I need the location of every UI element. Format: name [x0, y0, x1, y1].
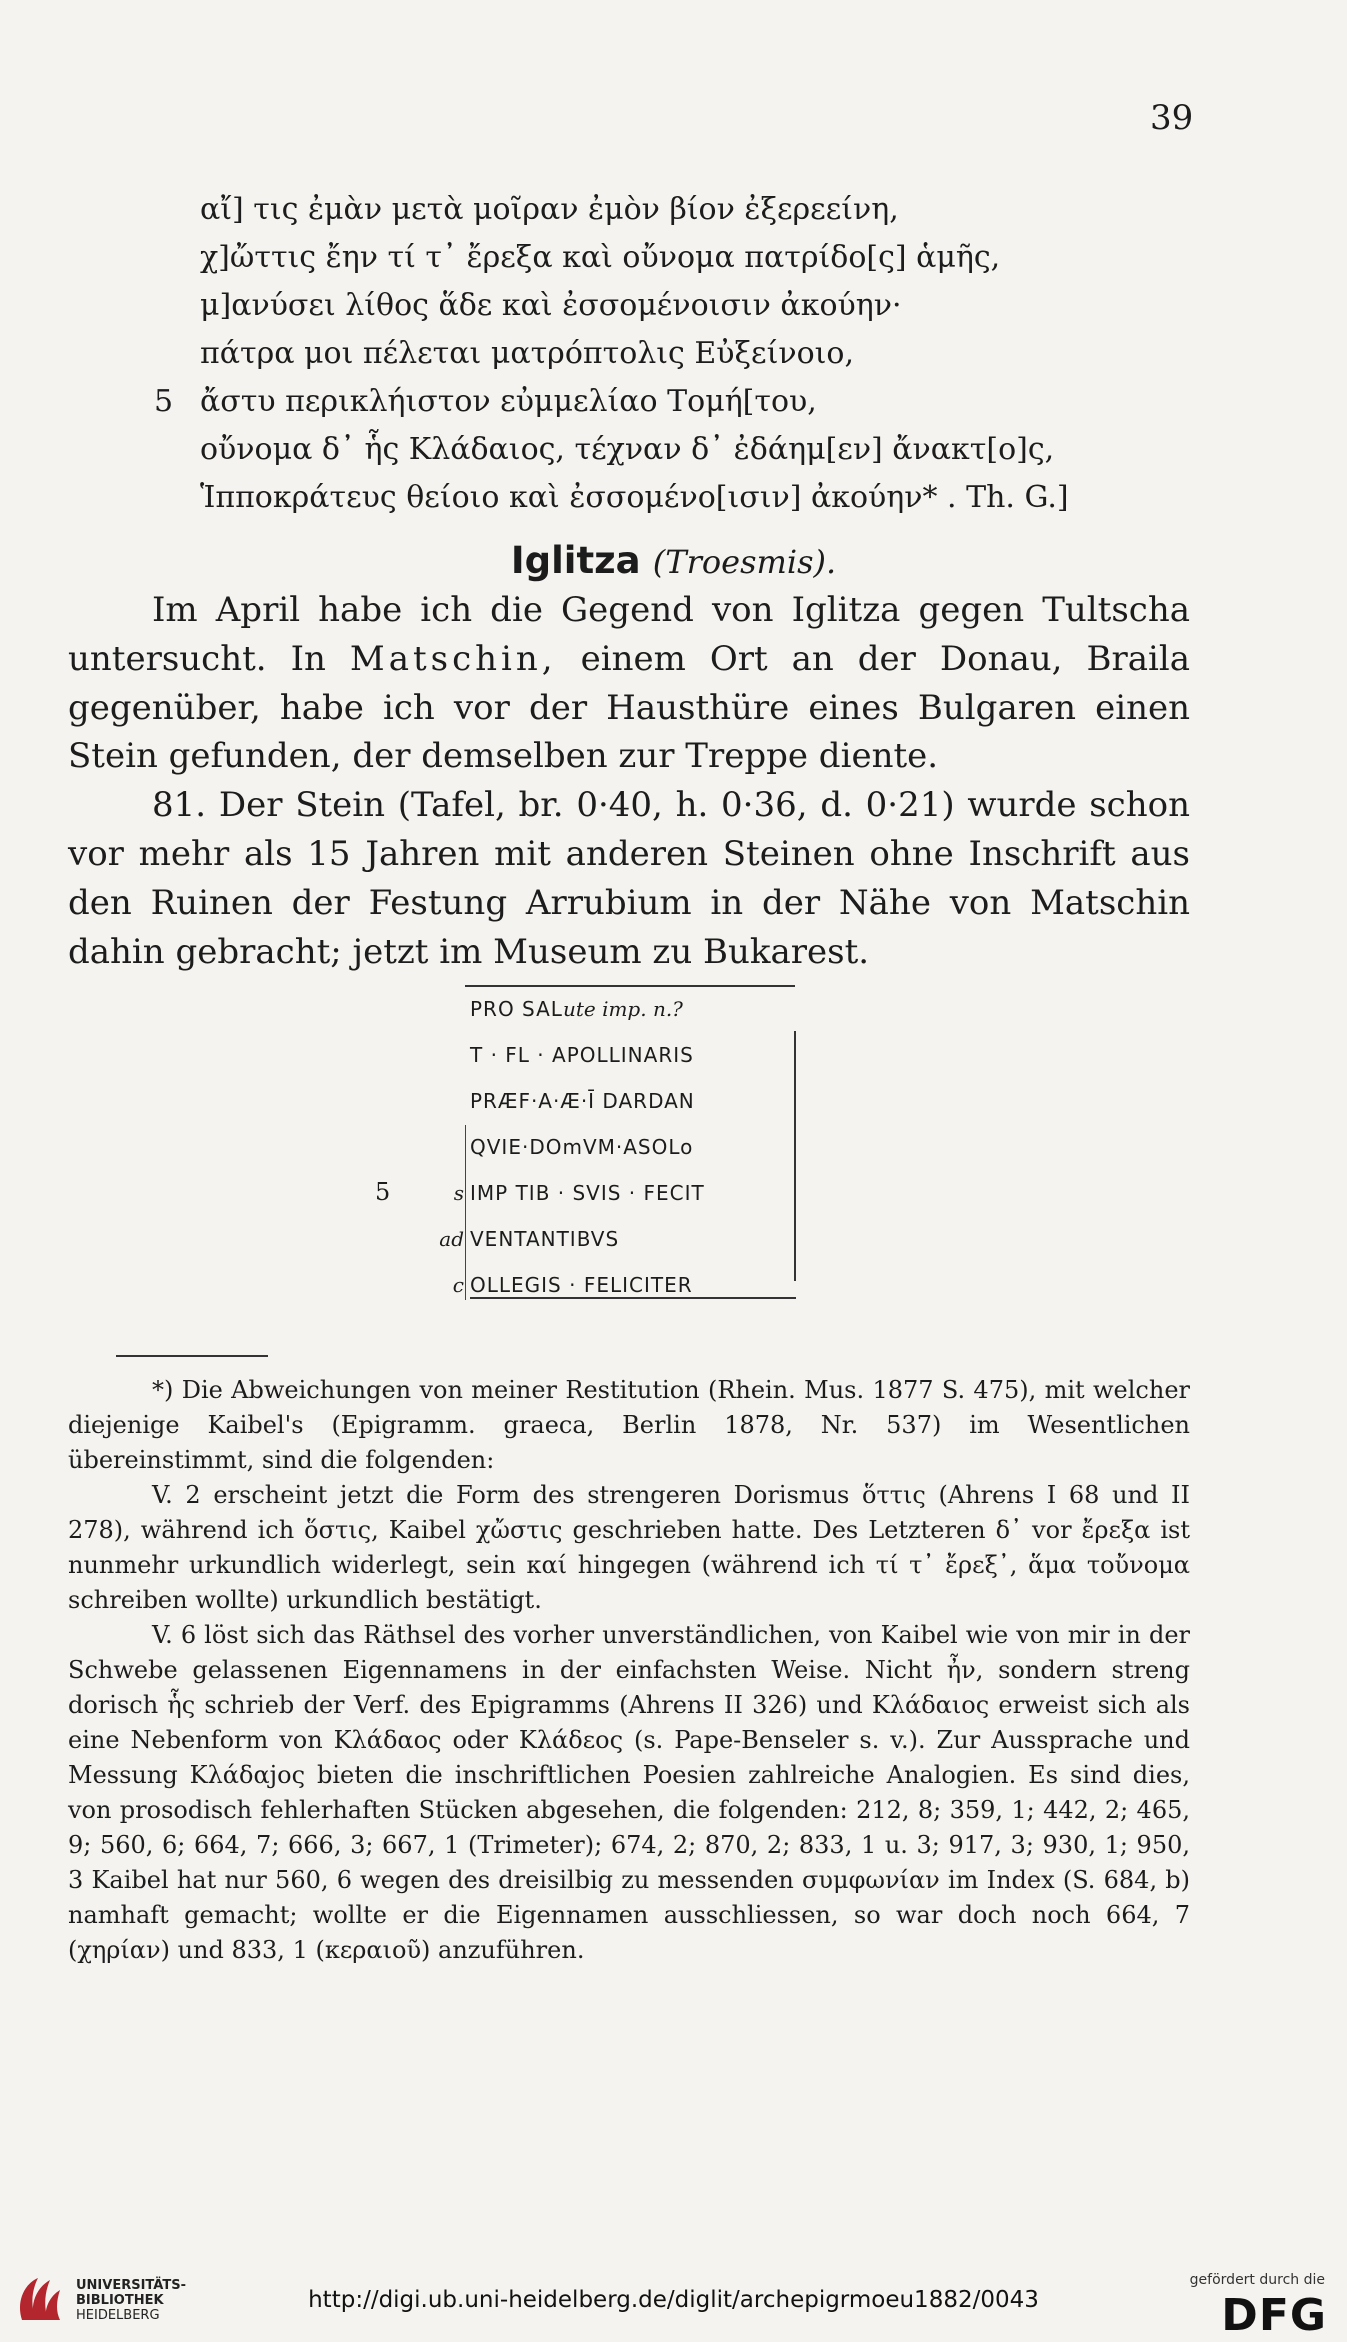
inscription-restoration: ad [439, 1227, 464, 1251]
section-heading [0, 538, 1347, 582]
dfg-logo: DFG [1221, 2290, 1327, 2341]
footnotes [68, 1373, 1190, 1968]
inscription-border-left [465, 1125, 466, 1300]
poem-line: χ]ὤττις ἔην τί τ᾽ ἔρεξα καὶ οὔνομα πατρίδο[ς] ἁμῆς, [200, 240, 1001, 275]
paragraph: Im April habe ich die Gegend von Iglitza gegen Tultscha untersucht. In Matschin, einem Ort an der Donau, Braila gegenüber, habe ich vor der Hausthüre eines Bulgaren einen Stein gefunden, der demselben zur Treppe diente. [68, 590, 1190, 777]
inscription-border-right [794, 1031, 796, 1281]
inscription-border-bottom [470, 1297, 796, 1299]
inscription-line-number: 5 [375, 1178, 392, 1206]
inscription-line: OLLEGIS · FELICITER [470, 1273, 693, 1297]
poem-line: πάτρα μοι πέλεται ματρόπτολις Εὐξείνοιο, [200, 336, 854, 371]
poem-line: μ]ανύσει λίθος ἅδε καὶ ἐσσομένοισιν ἀκούην· [200, 288, 902, 323]
footnote-paragraph: *) Die Abweichungen von meiner Restitution (Rhein. Mus. 1877 S. 475), mit welcher diejenige Kaibel's (Epigramm. graeca, Berlin 1878, Nr. 537) im Wesentlichen übereinstimmt, sind die folgenden: [68, 1376, 1190, 1474]
inscription-line: QVIE·DOmVM·ASOLo [470, 1135, 694, 1159]
permalink[interactable]: http://digi.ub.uni-heidelberg.de/diglit/archepigrmoeu1882/0043 [308, 2287, 1039, 2313]
institution-name: UNIVERSITÄTS- BIBLIOTHEK HEIDELBERG [76, 2278, 186, 2323]
place-name: Matschin, [349, 638, 557, 679]
poem-line: Ἱπποκράτευς θείοιο καὶ ἐσσομένο[ισιν] ἀκούην* . Th. G.] [200, 480, 1069, 515]
inscription-line: VENTANTIBVS [470, 1227, 620, 1251]
footnote-paragraph: V. 2 erscheint jetzt die Form des strengeren Dorismus ὅττις (Ahrens I 68 und II 278), während ich ὅστις, Kaibel χὤστις geschrieben hatte. Des Letzteren δ᾽ vor ἔρεξα ist nunmehr urkundlich widerlegt, sein καί hingegen (während ich τί τ᾽ ἔρεξ᾽, ἅμα τοὔνομα schreiben wollte) urkundlich bestätigt. [68, 1481, 1190, 1614]
page-footer [0, 2262, 1347, 2342]
inscription-restoration: s [453, 1181, 464, 1205]
heading-subtitle: (Troesmis). [652, 543, 837, 581]
footnote-paragraph: V. 6 löst sich das Räthsel des vorher unverständlichen, von Kaibel wie von mir in der Schwebe gelassenen Eigennamens in der einfachsten Weise. Nicht ἦν, sondern streng dorisch ἧς schrieb der Verf. des Epigramms (Ahrens II 326) und Κλάδαιος erweist sich als eine Nebenform von Κλάδαος oder Κλάδεος (s. Pape-Benseler s. v.). Zur Aussprache und Messung Κλάδαjος bieten die inschriftlichen Poesien zahlreiche Analogien. Es sind dies, von prosodisch fehlerhaften Stücken abgesehen, die folgenden: 212, 8; 359, 1; 442, 2; 465, 9; 560, 6; 664, 7; 666, 3; 667, 1 (Trimeter); 674, 2; 870, 2; 833, 1 u. 3; 917, 3; 930, 1; 950, 3 Kaibel hat nur 560, 6 wegen des dreisilbig zu messenden συμφωνίαν im Index (S. 684, b) namhaft gemacht; wollte er die Eigennamen ausschliessen, so war doch noch 664, 7 (χηρίαν) und 833, 1 (κεραιοῦ) anzuführen. [68, 1621, 1190, 1964]
poem-line: 5 ἄστυ περικλήιστον εὐμμελίαο Τομή[του, [200, 378, 1200, 426]
body-text [68, 586, 1190, 976]
funding-note: gefördert durch die [1189, 2272, 1325, 2288]
line-number: 5 [154, 384, 174, 419]
inscription-line: PRO SALute imp. n.? [470, 997, 683, 1021]
heading-title: Iglitza [510, 539, 641, 582]
greek-epigram [154, 186, 1200, 522]
paragraph: 81. Der Stein (Tafel, br. 0·40, h. 0·36, d. 0·21) wurde schon vor mehr als 15 Jahren mit anderen Steinen ohne Inschrift aus den Ruinen der Festung Arrubium in der Nähe von Matschin dahin gebracht; jetzt im Museum zu Bukarest. [68, 785, 1190, 972]
inscription-figure [370, 985, 810, 1315]
poem-line: αἴ] τις ἐμὰν μετὰ μοῖραν ἐμὸν βίον ἐξερεείνη, [200, 192, 899, 227]
footnote-rule [116, 1355, 268, 1357]
inscription-border-top [465, 985, 795, 987]
inscription-line: PRÆF·A·Æ·Ī DARDAN [470, 1089, 695, 1113]
poem-line: οὔνομα δ᾽ ἧς Κλάδαιος, τέχναν δ᾽ ἐδάημ[εν] ἄνακτ[ο]ς, [200, 432, 1055, 467]
inscription-line: IMP TIB · SVIS · FECIT [470, 1181, 705, 1205]
page-number: 39 [1150, 98, 1194, 138]
inscription-line: T · FL · APOLLINARIS [470, 1043, 694, 1067]
inscription-restoration: c [452, 1273, 464, 1297]
